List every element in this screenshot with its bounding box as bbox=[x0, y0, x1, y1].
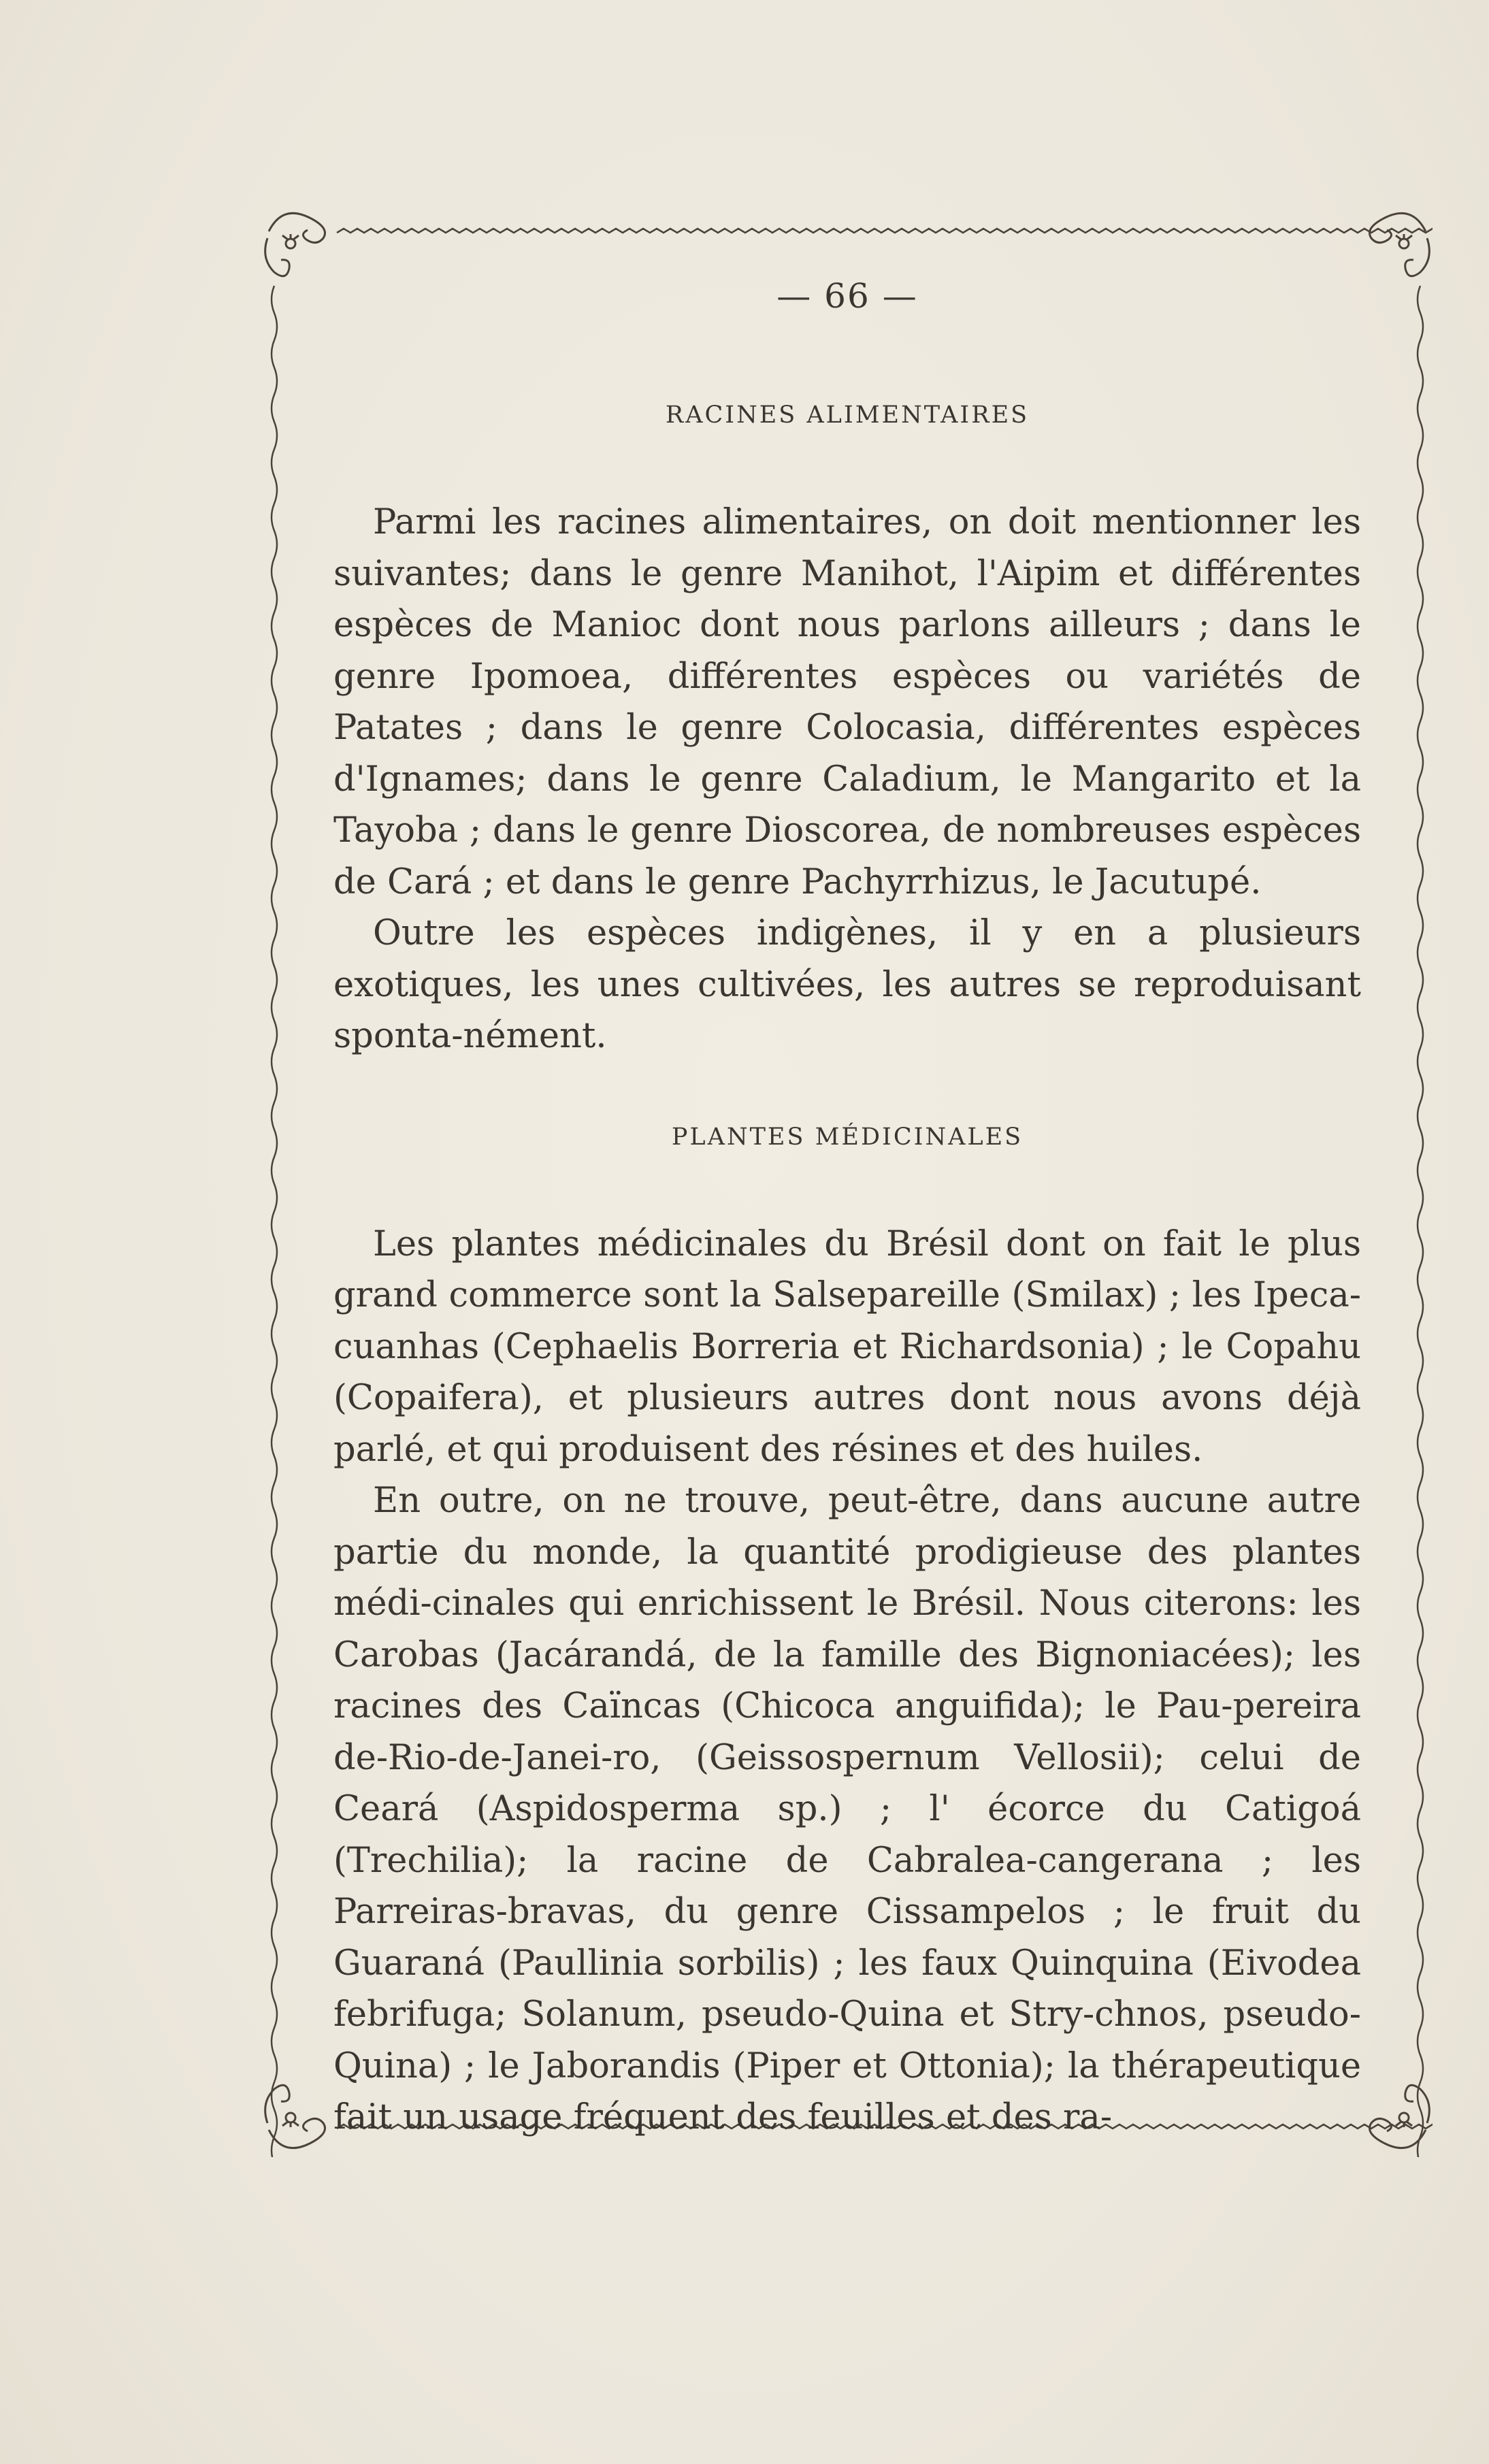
corner-ornament-bottom-right bbox=[1370, 2085, 1430, 2148]
paragraph: Parmi les racines alimentaires, on doit mentionner les suivantes; dans le genre Manihot, l'Aipim et différentes espèces de Manioc dont nous parlons ailleurs ; dans le genre Ipomoea, différentes espèces ou variétés de Patates ; dans le genre Colocasia, différentes espèces d'Ignames; dans le genre Caladium, le Mangarito et la Tayoba ; dans le genre Dioscorea, de nombreuses espèces de Cará ; et dans le genre Pachyrrhizus, le Jacutupé. bbox=[333, 502, 1361, 902]
corner-ornament-bottom-left bbox=[265, 2085, 325, 2148]
paragraph: Les plantes médicinales du Brésil dont on fait le plus grand commerce sont la Salsepareille (Smilax) ; les Ipeca-cuanhas (Cephaelis Borreria et Richardsonia) ; le Copahu (Copaifera), et plusieurs autres dont nous avons déjà parlé, et qui produisent des résines et des huiles. bbox=[333, 1223, 1361, 1470]
section-title-plantes: PLANTES MÉDICINALES bbox=[671, 1123, 1024, 1151]
page-content bbox=[333, 269, 1361, 2143]
paragraph: En outre, on ne trouve, peut-être, dans aucune autre partie du monde, la quantité prodigieuse des plantes médi-cinales qui enrichissent le Brésil. Nous citerons: les Carobas (Jacárandá, de la famille des Bignoniacées); les racines des Caïncas (Chicoca anguifida); le Pau-pereira de-Rio-de-Janei-ro, (Geissospernum Vellosii); celui de Ceará (Aspidosperma sp.) ; l' écorce du Catigoá (Trechilia); la racine de Cabralea-cangerana ; les Parreiras-bravas, du genre Cissampelos ; le fruit du Guaraná (Paullinia sorbilis) ; les faux Quinquina (Eivodea febrifuga; Solanum, pseudo-Quina et Stry-chnos, pseudo-Quina) ; le Jaborandis (Piper et Ottonia); la thérapeutique fait un usage fréquent des feuilles et des ra- bbox=[333, 1481, 1361, 2137]
corner-ornament-top-right bbox=[1370, 213, 1430, 276]
section-title-racines: RACINES ALIMENTAIRES bbox=[665, 401, 1030, 429]
corner-ornament-top-left bbox=[265, 213, 325, 276]
page-number: — 66 — bbox=[776, 276, 918, 316]
paragraph: Outre les espèces indigènes, il y en a plusieurs exotiques, les unes cultivées, les autres se reproduisant sponta-nément. bbox=[333, 913, 1361, 1056]
